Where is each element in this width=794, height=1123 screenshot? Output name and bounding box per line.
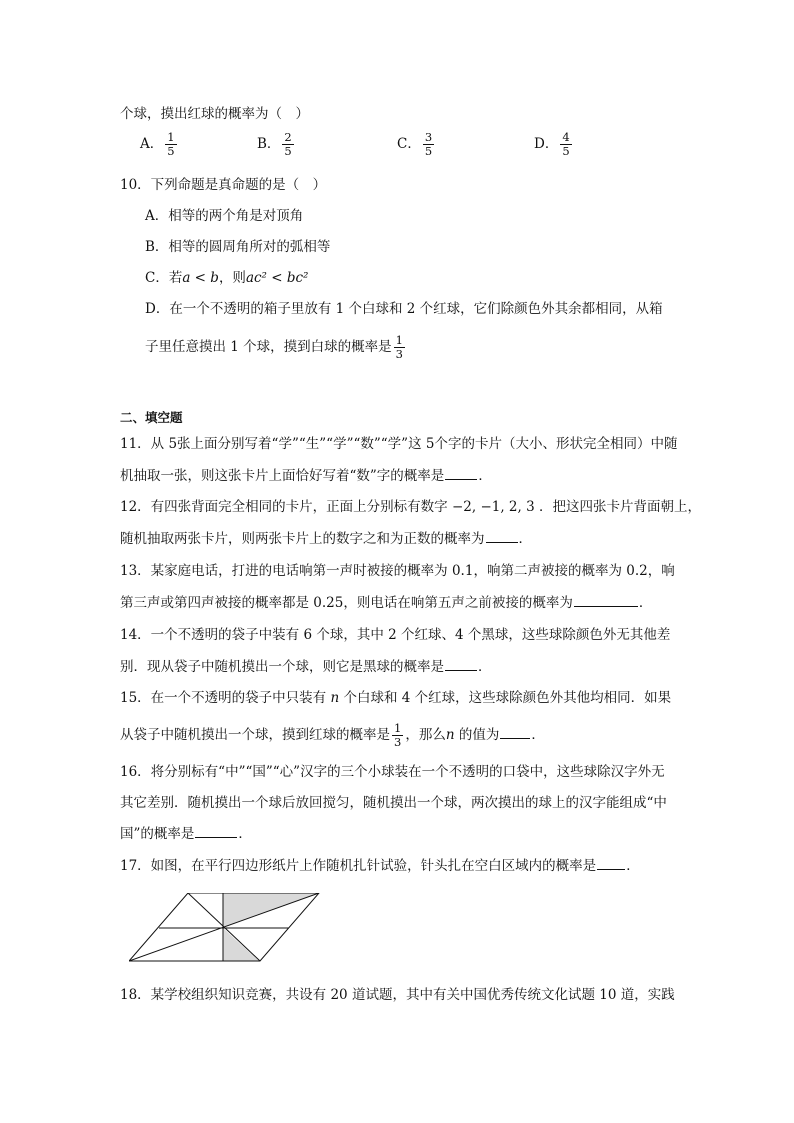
q10-option-c[interactable] — [145, 268, 308, 288]
fraction: $\frac{3}{5}$ — [424, 130, 433, 158]
fraction: $\frac{4}{5}$ — [562, 130, 570, 158]
q13-line1: 13．某家庭电话，打进的电话响第一声时被接的概率为 0.1，响第二声被接的概率为 0.2，响 — [120, 563, 675, 579]
fraction: $\frac{1}{5}$ — [167, 130, 175, 158]
question-text: 机抽取一张，则这张卡片上面恰好写着“数”字的概率是 — [120, 468, 445, 484]
q14-line1: 14．一个不透明的袋子中装有 6 个球，其中 2 个红球、4 个黑球，这些球除颜色外无其他差 — [120, 627, 671, 643]
q15-line2 — [120, 722, 545, 749]
answer-blank[interactable] — [500, 724, 530, 739]
q9-option-b[interactable] — [257, 131, 296, 158]
fraction: $\frac{2}{5}$ — [284, 130, 292, 158]
q18-line1: 18．某学校组织知识竞赛，共设有 20 道试题，其中有关中国优秀传统文化试题 10 道，实践 — [120, 987, 675, 1003]
answer-blank[interactable] — [597, 855, 625, 870]
question-end: ． — [518, 531, 532, 547]
question-text: 随机抽取两张卡片，则两张卡片上的数字之和为正数的概率为 — [120, 531, 485, 547]
q17-line1 — [120, 855, 640, 876]
q10-option-b[interactable]: B．相等的圆周角所对的弧相等 — [145, 239, 331, 255]
question-end: ． — [626, 858, 640, 874]
fraction: $\frac{1}{3}$ — [395, 333, 403, 361]
question-text: 别．现从袋子中随机摸出一个球，则它是黑球的概率是 — [120, 659, 444, 675]
q12-line2 — [120, 528, 532, 549]
shaded-region-bottom — [223, 928, 259, 961]
section-title: 二、填空题 — [120, 410, 183, 425]
question-text: 17．如图，在平行四边形纸片上作随机扎针试验，针头扎在空白区域内的概率是 — [120, 858, 597, 874]
option-text: C．若 — [145, 270, 183, 286]
question-text: 第三声或第四声被接的概率都是 0.25，则电话在响第五声之前被接的概率为 — [120, 595, 573, 611]
question-text: 国”的概率是 — [120, 826, 195, 842]
q16-line1: 16．将分别标有“中”“国”“心”汉字的三个小球装在一个不透明的口袋中，这些球除汉字外无 — [120, 764, 665, 780]
q9-option-c[interactable] — [397, 131, 436, 158]
q13-line2 — [120, 592, 652, 613]
answer-blank[interactable] — [445, 656, 477, 671]
q12-line1: 12．有四张背面完全相同的卡片，正面上分别标有数字 −2, −1, 2, 3 ．把这四张卡片背面朝上， — [120, 499, 701, 515]
answer-blank[interactable] — [574, 592, 638, 607]
q9-tail: 个球，摸出红球的概率为（ ） — [120, 106, 309, 122]
option-label: C． — [397, 136, 421, 152]
q9-option-a[interactable] — [140, 131, 179, 158]
answer-blank[interactable] — [445, 465, 477, 480]
option-text: ，则 — [218, 270, 246, 286]
q14-line2 — [120, 656, 492, 677]
math-variable: n — [330, 690, 340, 706]
q11-line2 — [120, 465, 492, 486]
answer-blank[interactable] — [486, 528, 518, 543]
q11-line1: 11．从 5张上面分别写着“学”“生”“学”“数”“学”这 5个字的卡片（大小、形状完全相同）中随 — [120, 436, 678, 452]
option-label: D． — [534, 136, 559, 152]
q16-line2: 其它差别．随机摸出一个球后放回搅匀，随机摸出一个球，两次摸出的球上的汉字能组成“中 — [120, 795, 667, 811]
q10-option-a[interactable]: A．相等的两个角是对顶角 — [145, 208, 304, 224]
q10-stem: 10．下列命题是真命题的是（ ） — [120, 177, 327, 193]
parallelogram-figure — [129, 893, 329, 963]
fraction: $\frac{1}{3}$ — [394, 721, 402, 749]
q15-line1 — [120, 688, 671, 708]
question-end: ． — [638, 595, 653, 611]
question-text: 从袋子中随机摸出一个球，摸到红球的概率是 — [120, 727, 390, 743]
question-end: ． — [478, 659, 492, 675]
math-conclusion: ac² < bc² — [245, 270, 309, 286]
option-text: 子里任意摸出 1 个球，摸到白球的概率是 — [145, 339, 392, 355]
q16-line3 — [120, 823, 252, 844]
question-text: 的值为 — [458, 727, 500, 743]
question-text: ，那么 — [405, 727, 446, 743]
option-label: B． — [257, 136, 281, 152]
question-text: 15．在一个不透明的袋子中只装有 — [120, 690, 327, 706]
option-label: A． — [140, 136, 164, 152]
math-condition: a < b — [182, 270, 219, 286]
question-text: 个白球和 4 个红球，这些球除颜色外其他均相同．如果 — [343, 690, 672, 706]
answer-blank[interactable] — [195, 823, 237, 838]
question-end: ． — [238, 826, 252, 842]
q9-option-d[interactable] — [534, 131, 574, 158]
question-end: ． — [478, 468, 492, 484]
math-variable: n — [445, 727, 455, 743]
question-end: ． — [531, 727, 545, 743]
q10-option-d-line1[interactable]: D．在一个不透明的箱子里放有 1 个白球和 2 个红球，它们除颜色外其余都相同，从箱 — [145, 301, 663, 317]
q10-option-d-line2 — [145, 334, 407, 361]
